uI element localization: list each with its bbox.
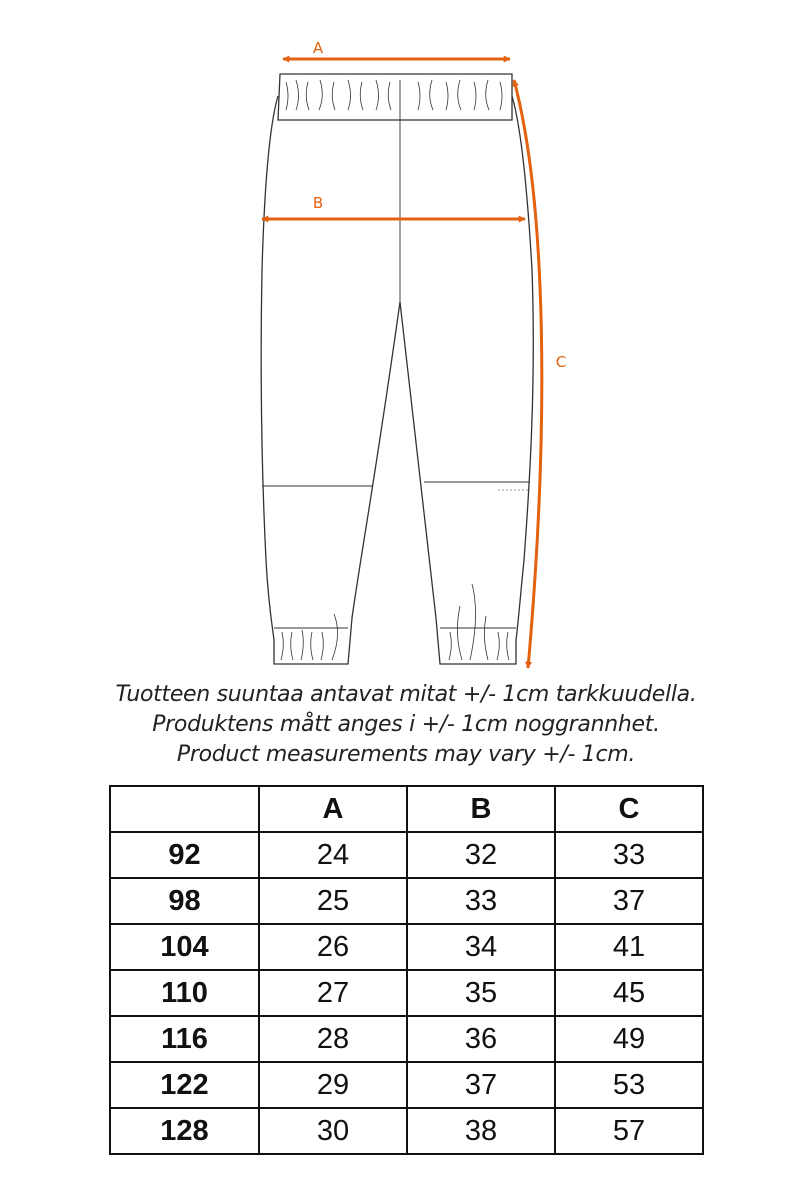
c-cell: 33 — [555, 832, 703, 878]
b-cell: 34 — [407, 924, 555, 970]
size-cell: 122 — [110, 1062, 259, 1108]
table-row — [110, 1016, 703, 1062]
right-cuff-gathers — [449, 584, 509, 660]
table-row — [110, 878, 703, 924]
table-row — [110, 924, 703, 970]
b-cell: 37 — [407, 1062, 555, 1108]
table-row — [110, 970, 703, 1016]
b-cell: 36 — [407, 1016, 555, 1062]
a-cell: 24 — [259, 832, 407, 878]
a-cell: 27 — [259, 970, 407, 1016]
a-cell: 28 — [259, 1016, 407, 1062]
note-finnish: Tuotteen suuntaa antavat mitat +/- 1cm tarkkuudella. — [115, 682, 697, 707]
size-cell: 104 — [110, 924, 259, 970]
header-a: A — [259, 786, 407, 832]
c-cell: 41 — [555, 924, 703, 970]
size-cell: 110 — [110, 970, 259, 1016]
header-b: B — [407, 786, 555, 832]
a-cell: 26 — [259, 924, 407, 970]
a-cell: 30 — [259, 1108, 407, 1154]
table-row — [110, 1108, 703, 1154]
size-cell: 98 — [110, 878, 259, 924]
b-cell: 33 — [407, 878, 555, 924]
header-c: C — [555, 786, 703, 832]
table-row — [110, 832, 703, 878]
b-cell: 32 — [407, 832, 555, 878]
b-cell: 35 — [407, 970, 555, 1016]
size-chart-table — [109, 785, 704, 1155]
table-header-row — [110, 786, 703, 832]
measurement-notes — [0, 680, 812, 770]
a-cell: 29 — [259, 1062, 407, 1108]
dimension-c-arrow — [514, 80, 542, 668]
c-cell: 57 — [555, 1108, 703, 1154]
dimension-b-label: B — [312, 194, 324, 212]
note-english: Product measurements may vary +/- 1cm. — [176, 742, 636, 767]
left-cuff-gathers — [281, 614, 338, 660]
b-cell: 38 — [407, 1108, 555, 1154]
note-swedish: Produktens mått anges i +/- 1cm noggrannhet. — [152, 712, 660, 737]
dimension-a-label: A — [312, 39, 324, 57]
header-size — [110, 786, 259, 832]
dimension-c-label: C — [555, 353, 567, 371]
c-cell: 45 — [555, 970, 703, 1016]
size-cell: 128 — [110, 1108, 259, 1154]
a-cell: 25 — [259, 878, 407, 924]
table-row — [110, 1062, 703, 1108]
c-cell: 49 — [555, 1016, 703, 1062]
c-cell: 37 — [555, 878, 703, 924]
size-cell: 116 — [110, 1016, 259, 1062]
c-cell: 53 — [555, 1062, 703, 1108]
pants-outline — [261, 74, 533, 664]
size-cell: 92 — [110, 832, 259, 878]
